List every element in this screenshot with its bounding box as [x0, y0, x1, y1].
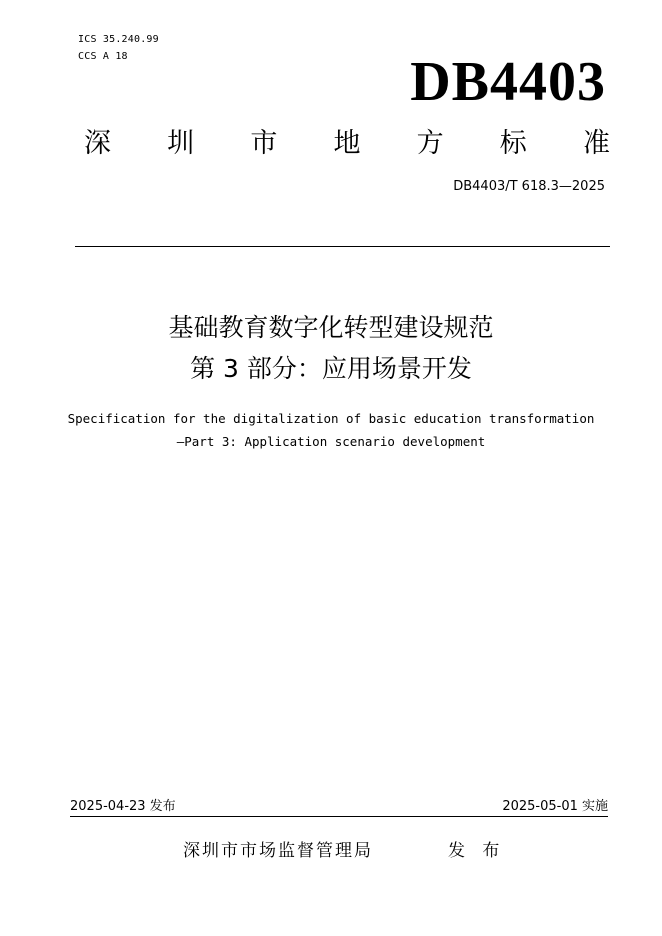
local-standard-char: 方 [416, 128, 444, 159]
chinese-title-line-1: 基础教育数字化转型建设规范 [168, 313, 494, 342]
english-title-line-2: —Part 3: Application scenario development [176, 434, 486, 449]
issuing-authority: 深圳市市场监督管理局 [183, 841, 373, 861]
publish-label: 发 布 [448, 841, 506, 861]
standard-code-logo: DB4403 [410, 51, 606, 113]
local-standard-char: 标 [499, 128, 527, 159]
implementation-date: 2025-05-01 实施 [502, 799, 608, 814]
local-standard-label [84, 128, 610, 160]
chinese-title-line-2: 第 3 部分：应用场景开发 [190, 354, 472, 383]
english-title-line-1: Specification for the digitalization of basic education transformation [67, 411, 595, 426]
local-standard-char: 市 [250, 128, 278, 159]
header-divider [75, 246, 610, 247]
issue-date: 2025-04-23 发布 [70, 799, 176, 814]
local-standard-char: 深 [84, 128, 111, 159]
ics-code: ICS 35.240.99 [78, 34, 159, 45]
local-standard-char: 圳 [167, 128, 195, 159]
local-standard-char: 地 [333, 128, 361, 159]
ccs-code: CCS A 18 [78, 51, 128, 62]
standard-number: DB4403/T 618.3—2025 [453, 179, 605, 194]
footer-divider [70, 816, 608, 817]
local-standard-char: 准 [582, 128, 610, 159]
